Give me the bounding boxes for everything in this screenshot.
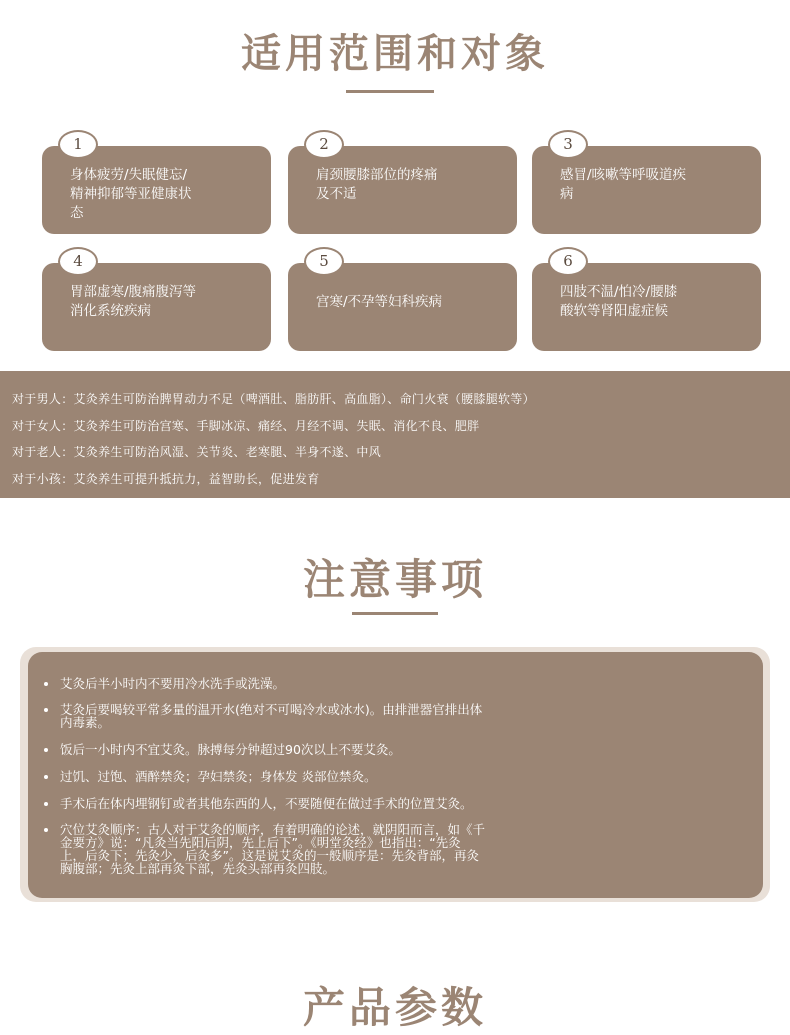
target-groups-band xyxy=(0,371,790,498)
bullet-icon xyxy=(44,682,48,686)
condition-card-4 xyxy=(42,252,271,351)
note-line: 穴位艾灸顺序：古人对于艾灸的顺序，有着明确的论述，就阴阳而言，如《千 xyxy=(60,822,486,837)
condition-card-1 xyxy=(42,135,271,234)
note-item xyxy=(44,743,744,756)
section-title-scope: 适用范围和对象 xyxy=(241,30,549,77)
bullet-icon xyxy=(44,828,48,832)
bullet-icon xyxy=(44,748,48,752)
card-text-line: 病 xyxy=(560,186,574,202)
card-text-line: 态 xyxy=(70,205,84,221)
note-line: 胸腹部；先灸上部再灸下部，先灸头部再灸四肢。 xyxy=(60,861,336,876)
bullet-icon xyxy=(44,708,48,712)
card-text-line: 胃部虚寒/腹痛腹泻等 xyxy=(70,284,197,300)
target-group-men: 对于男人：艾灸养生可防治脾胃动力不足（啤酒肚、脂肪肝、高血脂）、命门火衰（腰膝腿软等） xyxy=(12,392,535,406)
card-number-badge: 4 xyxy=(58,247,98,276)
card-number-badge: 1 xyxy=(58,130,98,159)
note-line: 手术后在体内埋钢钉或者其他东西的人，不要随便在做过手术的位置艾灸。 xyxy=(60,796,473,811)
note-item xyxy=(44,703,744,729)
note-item xyxy=(44,770,744,783)
card-text-line: 及不适 xyxy=(316,186,357,202)
card-text-line: 酸软等肾阳虚症候 xyxy=(560,303,668,319)
section-title-precautions: 注意事项 xyxy=(302,555,487,604)
condition-card-3 xyxy=(532,135,761,234)
card-text-line: 肩颈腰膝部位的疼痛 xyxy=(316,167,438,183)
target-group-children: 对于小孩：艾灸养生可提升抵抗力，益智助长，促进发育 xyxy=(12,472,320,486)
note-line: 上，后灸下；先灸少，后灸多”。这是说艾灸的一般顺序是：先灸背部，再灸 xyxy=(60,848,479,863)
condition-card-5 xyxy=(288,252,517,351)
card-number-badge: 3 xyxy=(548,130,588,159)
card-number-badge: 2 xyxy=(304,130,344,159)
bullet-icon xyxy=(44,775,48,779)
target-group-elderly: 对于老人：艾灸养生可防治风湿、关节炎、老寒腿、半身不遂、中风 xyxy=(12,445,382,459)
card-text-line: 精神抑郁等亚健康状 xyxy=(70,186,192,202)
card-number-badge: 6 xyxy=(548,247,588,276)
card-text-line: 感冒/咳嗽等呼吸道疾 xyxy=(560,167,687,183)
section-title-product-params: 产品参数 xyxy=(302,983,487,1032)
condition-card-2 xyxy=(288,135,517,234)
note-item xyxy=(44,797,744,810)
card-text-line: 宫寒/不孕等妇科疾病 xyxy=(316,294,443,310)
title-underline xyxy=(352,612,438,615)
note-line: 内毒素。 xyxy=(60,715,111,730)
card-text-line: 消化系统疾病 xyxy=(70,303,151,319)
note-item xyxy=(44,823,744,875)
note-line: 艾灸后要喝较平常多量的温开水(绝对不可喝冷水或冰水)。由排泄器官排出体 xyxy=(60,702,483,717)
note-line: 金要方》说：“凡灸当先阳后阴，先上后下”。《明堂灸经》也指出：“先灸 xyxy=(60,835,461,850)
target-group-women: 对于女人：艾灸养生可防治宫寒、手脚冰凉、痛经、月经不调、失眠、消化不良、肥胖 xyxy=(12,419,480,433)
condition-card-6 xyxy=(532,252,761,351)
note-line: 艾灸后半小时内不要用冷水洗手或洗澡。 xyxy=(60,676,286,691)
bullet-icon xyxy=(44,802,48,806)
note-line: 过饥、过饱、酒醉禁灸；孕妇禁灸；身体发 炎部位禁灸。 xyxy=(60,769,377,784)
card-text-line: 四肢不温/怕冷/腰膝 xyxy=(560,284,678,300)
note-item xyxy=(44,677,744,690)
card-number-badge: 5 xyxy=(304,247,344,276)
note-line: 饭后一小时内不宜艾灸。脉搏每分钟超过90次以上不要艾灸。 xyxy=(60,742,401,757)
card-text-line: 身体疲劳/失眠健忘/ xyxy=(70,167,188,183)
title-underline xyxy=(346,90,434,93)
